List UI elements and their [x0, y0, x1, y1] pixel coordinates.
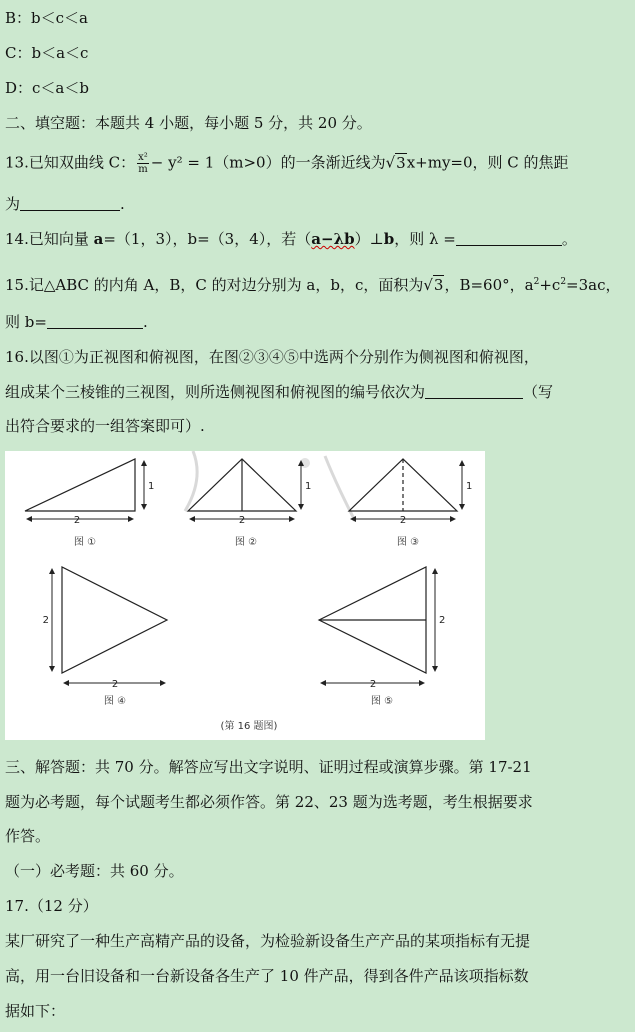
fig3-height-label: 1 — [466, 481, 473, 492]
q14-mid2: ）⊥ — [354, 230, 384, 248]
q13-sqrt: 3 — [396, 153, 406, 172]
question-17-line-1: 某厂研究了一种生产高精产品的设备，为检验新设备生产产品的某项指标有无提 — [5, 932, 531, 950]
q16-line2: 组成某个三棱锥的三视图，则所选侧视图和俯视图的编号依次为 — [5, 383, 426, 401]
q13-prefix: 13.已知双曲线 C： — [5, 153, 136, 172]
fig2-width-label: 2 — [238, 515, 246, 526]
q16-answer-blank[interactable] — [425, 382, 523, 399]
figure-16-drawing — [5, 451, 485, 740]
q16-line2-end: （写 — [523, 383, 554, 401]
option-d: D：c＜a＜b — [5, 79, 89, 97]
option-c: C：b＜a＜c — [5, 44, 89, 62]
q14-answer-blank[interactable] — [456, 229, 562, 246]
option-b: B：b＜c＜a — [5, 9, 88, 27]
question-13: 13.已知双曲线 C： $\frac{\text{x²}}{m}$ − y² = 1（m>0）的一条渐近线为√3x+my=0，则 C 的焦距 — [5, 152, 569, 175]
question-17-line-3: 据如下： — [5, 1002, 66, 1020]
q15-suffix2: +c — [539, 276, 561, 294]
q15-sup2: 2 — [560, 277, 567, 287]
question-13-line-2 — [5, 194, 629, 214]
fig5-height-label: 2 — [439, 615, 446, 626]
question-15-line-2 — [5, 312, 629, 332]
q14-vector-a: a — [93, 230, 104, 248]
question-16-line-2 — [5, 382, 629, 402]
question-16-line-3: 出符合要求的一组答案即可）. — [5, 417, 205, 435]
figure-16 — [5, 451, 485, 740]
section-2-header: 二、填空题：本题共 4 小题，每小题 5 分，共 20 分。 — [5, 114, 372, 132]
q15-sqrt: 3 — [433, 276, 444, 294]
fig3-caption: 图 ③ — [396, 537, 420, 548]
fig1-height-label: 1 — [148, 481, 155, 492]
q13-frac-num: x² — [138, 152, 148, 163]
q14-vector-b: b — [383, 230, 395, 248]
question-17-header: 17.（12 分） — [5, 897, 98, 915]
fig3-width-label: 2 — [399, 515, 407, 526]
q14-mid1: =（1，3），b=（3，4），若（ — [103, 230, 312, 248]
figure-3-triangle-dashed — [349, 459, 472, 548]
section-3-line-3: 作答。 — [5, 827, 51, 845]
figure-2-triangle-solid — [188, 459, 311, 548]
question-15: 15.记△ABC 的内角 A，B，C 的对边分别为 a，b，c，面积为√3，B=60°，$a^2+c^2=3ac$， — [5, 276, 621, 294]
q14-mid3: ，则 λ = — [394, 230, 456, 248]
q13-suffix: x+my=0，则 C 的焦距 — [406, 153, 569, 172]
figure-4-triangle — [43, 567, 167, 707]
section-3-sub-1: （一）必考题：共 60 分。 — [5, 862, 184, 880]
fig2-caption: 图 ② — [234, 537, 258, 548]
q13-fraction — [137, 152, 149, 175]
q15-end: . — [142, 313, 148, 331]
fig4-caption: 图 ④ — [103, 696, 127, 707]
q13-mid: − y² = 1（m>0）的一条渐近线为 — [150, 153, 386, 172]
fig1-width-label: 2 — [73, 515, 81, 526]
q14-prefix: 14.已知向量 — [5, 230, 94, 248]
q14-expr: a−λb — [311, 230, 355, 248]
q13-end: . — [120, 195, 125, 213]
q14-end: 。 — [561, 230, 577, 248]
question-16-line-1: 16.以图①为正视图和俯视图，在图②③④⑤中选两个分别作为侧视图和俯视图， — [5, 348, 539, 366]
fig5-caption: 图 ⑤ — [370, 696, 394, 707]
figure-5-triangle — [319, 567, 445, 707]
q13-line2: 为 — [5, 195, 21, 213]
section-3-line-1: 三、解答题：共 70 分。解答应写出文字说明、证明过程或演算步骤。第 17-21 — [5, 758, 532, 776]
q13-answer-blank[interactable] — [20, 194, 120, 211]
fig4-width-label: 2 — [111, 679, 119, 690]
q15-prefix: 15.记△ABC 的内角 A，B，C 的对边分别为 a，b，c，面积为 — [5, 276, 424, 294]
q15-suffix1: ，B=60°，a — [444, 276, 534, 294]
fig4-height-label: 2 — [42, 615, 49, 626]
figure-title: (第 16 题图) — [220, 721, 278, 732]
figure-1-right-triangle — [25, 459, 154, 548]
question-17-line-2: 高，用一台旧设备和一台新设备各生产了 10 件产品，得到各件产品该项指标数 — [5, 967, 529, 985]
question-14 — [5, 229, 629, 249]
fig2-height-label: 1 — [305, 481, 312, 492]
q15-line2: 则 b= — [5, 313, 47, 331]
fig1-caption: 图 ① — [73, 537, 97, 548]
q15-answer-blank[interactable] — [47, 312, 143, 329]
q15-suffix3: =3ac， — [566, 276, 621, 294]
fig5-width-label: 2 — [369, 679, 377, 690]
q15-sup1: 2 — [533, 277, 540, 287]
section-3-line-2: 题为必考题，每个试题考生都必须作答。第 22、23 题为选考题，考生根据要求 — [5, 793, 533, 811]
q13-frac-den: m — [138, 164, 148, 175]
